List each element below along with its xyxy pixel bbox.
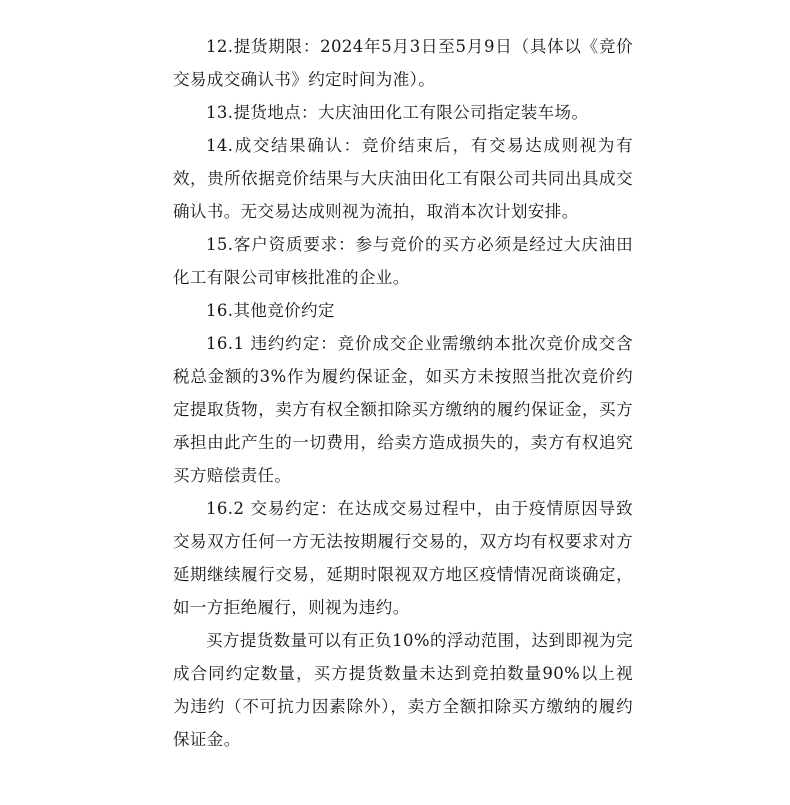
clause-12-delivery-period: 12.提货期限：2024年5月3日至5月9日（具体以《竞价交易成交确认书》约定时间为准）。 [173, 37, 633, 89]
clause-15-customer-qualification: 15.客户资质要求：参与竞价的买方必须是经过大庆油田化工有限公司审核批准的企业。 [173, 235, 633, 287]
document-body [173, 30, 633, 756]
clause-16-2-transaction-agreement: 16.2 交易约定：在达成交易过程中，由于疫情原因导致交易双方任何一方无法按期履行交易的，双方均有权要求对方延期继续履行交易，延期时限视双方地区疫情情况商谈确定，如一方拒绝履行，则视为违约。 [173, 499, 633, 617]
clause-14-result-confirmation: 14.成交结果确认：竞价结束后，有交易达成则视为有效，贵所依据竞价结果与大庆油田化工有限公司共同出具成交确认书。无交易达成则视为流拍，取消本次计划安排。 [173, 136, 633, 221]
clause-16-other-agreements: 16.其他竞价约定 [206, 301, 335, 320]
clause-quantity-tolerance: 买方提货数量可以有正负10%的浮动范围，达到即视为完成合同约定数量，买方提货数量未达到竞拍数量90%以上视为违约（不可抗力因素除外），卖方全额扣除买方缴纳的履约保证金。 [173, 631, 633, 749]
clause-16-1-breach-agreement: 16.1 违约约定：竞价成交企业需缴纳本批次竞价成交含税总金额的3%作为履约保证金，如买方未按照当批次竞价约定提取货物，卖方有权全额扣除买方缴纳的履约保证金，买方承担由此产生的一切费用，给卖方造成损失的，卖方有权追究买方赔偿责任。 [173, 334, 633, 485]
clause-13-delivery-location: 13.提货地点：大庆油田化工有限公司指定装车场。 [206, 103, 589, 122]
